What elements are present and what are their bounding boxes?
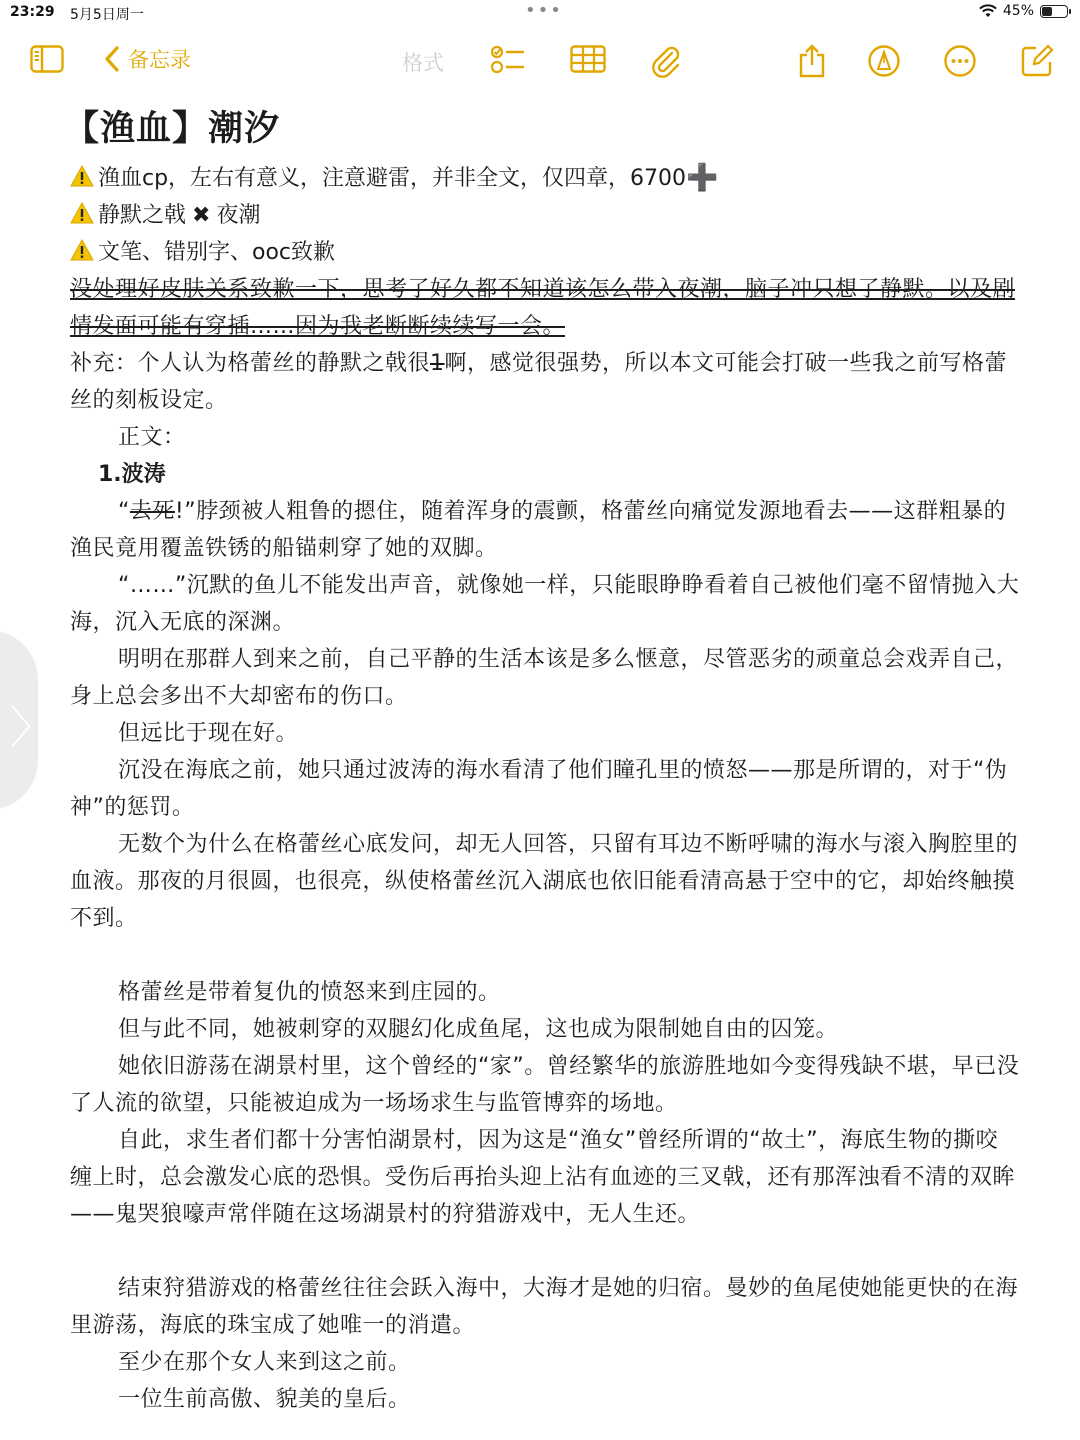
- warning-icon: [70, 202, 94, 224]
- warning-line-1: [70, 160, 1020, 197]
- supplement-struck: 1: [430, 351, 445, 376]
- notes-toolbar: [0, 36, 1080, 86]
- markup-pen-icon[interactable]: [867, 44, 901, 78]
- story-paragraph: [70, 493, 1020, 567]
- supplement-text-after: 啊，感觉很强势，所以本文可能会打破一些我之前写格蕾丝的刻板设定。: [70, 351, 1008, 413]
- supplement-text-before: 补充：个人认为格蕾丝的静默之戟很: [70, 351, 431, 376]
- chevron-right-icon: 〉: [10, 703, 54, 754]
- warning-text-2b: 夜潮: [216, 203, 261, 228]
- back-button[interactable]: [104, 44, 191, 74]
- status-right: [979, 3, 1068, 19]
- note-body[interactable]: [64, 100, 1020, 1418]
- compose-note-icon[interactable]: [1020, 44, 1054, 78]
- battery-level-fill: [1042, 7, 1052, 16]
- status-time: 23:29: [10, 4, 55, 20]
- back-label: 备忘录: [128, 48, 191, 72]
- story-paragraph: 结束狩猎游戏的格蕾丝往往会跃入海中，大海才是她的归宿。曼妙的鱼尾使她能更快的在海里游荡，海底的珠宝成了她唯一的消遣。: [70, 1276, 1019, 1338]
- warning-text-1: 渔血cp，左右有意义，注意避雷，并非全文，仅四章，6700: [98, 166, 687, 191]
- format-button[interactable]: 格式: [402, 51, 444, 75]
- story-paragraph: “……”沉默的鱼儿不能发出声音，就像她一样，只能眼睁睁看着自己被他们毫不留情抛入大海，沉入无底的深渊。: [70, 573, 1020, 635]
- story-paragraph: 但远比于现在好。: [118, 721, 299, 746]
- warning-text-2a: 静默之戟: [98, 203, 187, 228]
- multitasking-dots-icon[interactable]: •••: [525, 0, 563, 21]
- plus-icon: ➕: [686, 163, 719, 193]
- story-paragraph: 沉没在海底之前，她只通过波涛的海水看清了他们瞳孔里的愤怒——那是所谓的，对于“伪神”的惩罚。: [70, 758, 1008, 820]
- warning-line-2: [70, 197, 1020, 234]
- body-label: 正文：: [118, 425, 186, 450]
- wifi-icon: [979, 4, 997, 18]
- chevron-left-icon: [104, 46, 120, 72]
- share-icon[interactable]: [797, 44, 827, 78]
- paragraph-text: !”脖颈被人粗鲁的摁住，随着浑身的震颤，格蕾丝向痛觉发源地看去——这群粗暴的渔民竟用覆盖铁锈的船锚刺穿了她的双脚。: [70, 499, 1007, 561]
- status-bar: [0, 0, 1080, 28]
- warning-icon: [70, 165, 94, 187]
- story-paragraph: 但与此不同，她被刺穿的双腿幻化成鱼尾，这也成为限制她自由的囚笼。: [118, 1017, 839, 1042]
- chapter-heading: 1.波涛: [98, 462, 166, 487]
- warning-line-3: [70, 234, 1020, 271]
- story-paragraph: 格蕾丝是带着复仇的愤怒来到庄园的。: [118, 980, 501, 1005]
- supplement-paragraph: [70, 345, 1020, 419]
- table-icon[interactable]: [570, 44, 606, 74]
- paperclip-icon[interactable]: [650, 44, 682, 78]
- quote-open: “: [118, 499, 130, 524]
- apology-text: 没处理好皮肤关系致歉一下，思考了好久都不知道该怎么带入夜潮，脑子冲只想了静默。以及剧情发面可能有穿插……因为我老断断续续写一会。: [70, 277, 1016, 339]
- apology-paragraph: [70, 271, 1020, 345]
- more-options-icon[interactable]: [943, 44, 977, 78]
- warning-text-3: 文笔、错别字、ooc致歉: [98, 240, 336, 265]
- blank-line: [70, 1233, 1020, 1270]
- story-paragraph: 自此，求生者们都十分害怕湖景村，因为这是“渔女”曾经所谓的“故土”，海底生物的撕咬缠上时，总会激发心底的恐惧。受伤后再抬头迎上沾有血迹的三叉戟，还有那浑浊看不清的双眸——鬼哭狼嚎声常伴随在这场湖景村的狩猎游戏中，无人生还。: [70, 1128, 1016, 1227]
- cross-icon: ✖: [192, 203, 211, 228]
- story-paragraph: 无数个为什么在格蕾丝心底发问，却无人回答，只留有耳边不断呼啸的海水与滚入胸腔里的血液。那夜的月很圆，也很亮，纵使格蕾丝沉入湖底也依旧能看清高悬于空中的它，却始终触摸不到。: [70, 832, 1019, 931]
- story-paragraph: 她依旧游荡在湖景村里，这个曾经的“家”。曾经繁华的旅游胜地如今变得残缺不堪，早已没了人流的欲望，只能被迫成为一场场求生与监管博弈的场地。: [70, 1054, 1020, 1116]
- story-paragraph: 一位生前高傲、貌美的皇后。: [118, 1387, 411, 1412]
- battery-icon: [1040, 5, 1068, 18]
- story-paragraph: 至少在那个女人来到这之前。: [118, 1350, 411, 1375]
- blank-line: [70, 937, 1020, 974]
- note-title: 【渔血】潮汐: [64, 109, 281, 149]
- checklist-icon[interactable]: [490, 44, 526, 76]
- warning-icon: [70, 239, 94, 261]
- struck-word: 去死: [129, 499, 175, 524]
- battery-percent: 45%: [1002, 3, 1034, 19]
- side-pull-handle[interactable]: [0, 630, 54, 810]
- story-paragraph: 明明在那群人到来之前，自己平静的生活本该是多么惬意，尽管恶劣的顽童总会戏弄自己，身上总会多出不大却密布的伤口。: [70, 647, 1019, 709]
- status-date: 5月5日周一: [70, 7, 144, 23]
- sidebar-toggle-icon[interactable]: [30, 44, 64, 74]
